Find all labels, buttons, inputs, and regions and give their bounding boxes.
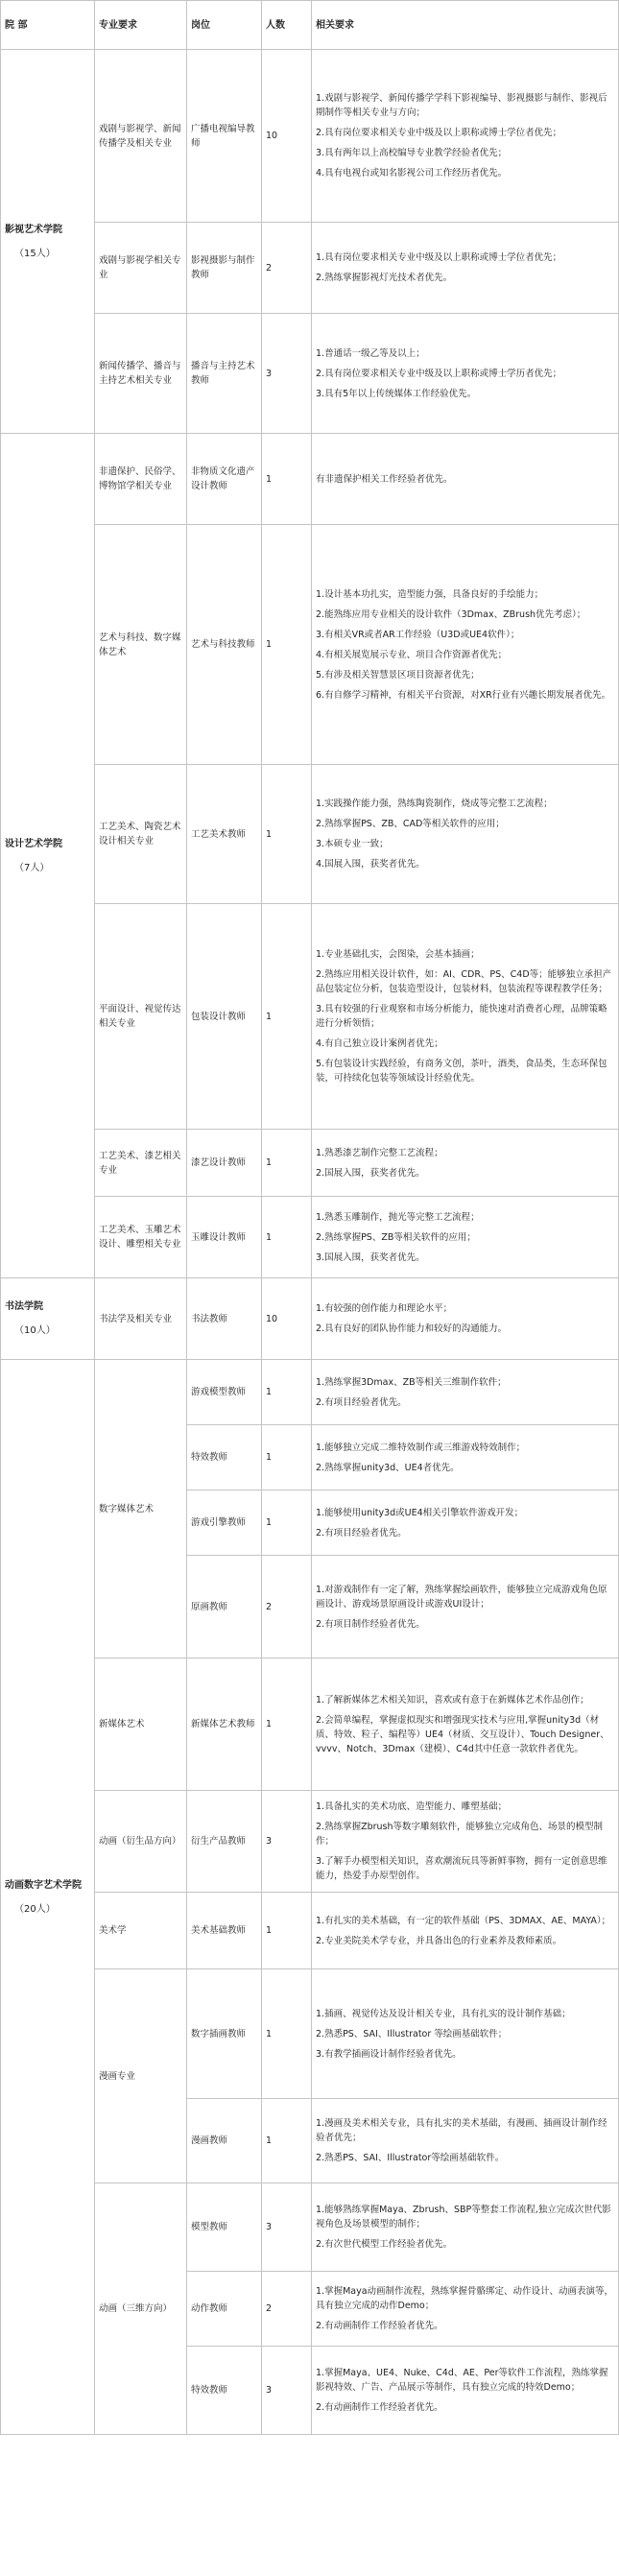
- requirement-item: 1.掌握Maya动画制作流程，熟练掌握骨骼绑定、动作设计、动画表演等，具有独立完成的动作Demo；: [316, 2286, 614, 2311]
- requirement-item: 3.具有两年以上高校编导专业教学经验者优先；: [316, 148, 508, 158]
- major-cell: 书法学及相关专业: [95, 1278, 187, 1360]
- major-cell: 新媒体艺术: [95, 1658, 187, 1791]
- count-cell: 2: [262, 223, 312, 314]
- count-cell: 1: [262, 2099, 312, 2183]
- requirement-item: 2.熟悉PS、SAI、Illustrator等绘画基础软件。: [316, 2153, 505, 2163]
- requirements-cell: [312, 1425, 619, 1491]
- major-cell: 工艺美术、漆艺相关专业: [95, 1130, 187, 1197]
- position-cell: 游戏引擎教师: [187, 1491, 262, 1556]
- requirement-item: 2.具有岗位要求相关专业中级及以上职称或博士学历者优先；: [316, 368, 562, 379]
- requirement-item: 3.了解手办模型相关知识，喜欢潮流玩具等新鲜事物，拥有一定创意思维能力，热爱手办原型创作。: [316, 1856, 607, 1881]
- count-cell: 1: [262, 1130, 312, 1197]
- count-cell: 1: [262, 1658, 312, 1791]
- requirement-item: 2.具有良好的团队协作能力和较好的沟通能力。: [316, 1324, 508, 1334]
- requirement-item: 1.漫画及美术相关专业，具有扎实的美术基础，有漫画、插画设计制作经验者优先；: [316, 2118, 607, 2143]
- department-name: 影视艺术学院: [5, 224, 62, 235]
- count-cell: 3: [262, 2347, 312, 2435]
- requirement-item: 2.有项目制作经验者优先。: [316, 1618, 425, 1630]
- requirement-item: 2.有动画制作工作经验者优先。: [316, 2321, 443, 2331]
- position-cell: 原画教师: [187, 1556, 262, 1658]
- requirements-cell: [312, 50, 619, 223]
- requirements-cell: [312, 525, 619, 765]
- requirement-item: 1.能够使用unity3d或UE4相关引擎软件游戏开发；: [316, 1507, 524, 1518]
- position-cell: 漫画教师: [187, 2099, 262, 2183]
- requirement-item: 1.实践操作能力强，熟练陶瓷制作，烧成等完整工艺流程；: [316, 799, 553, 809]
- requirements-cell: [312, 1360, 619, 1425]
- count-cell: 1: [262, 765, 312, 904]
- count-cell: 3: [262, 2183, 312, 2272]
- requirement-item: 1.具备扎实的美术功底、造型能力、雕塑基础；: [316, 1801, 508, 1812]
- department-name: 设计艺术学院: [5, 838, 62, 849]
- requirement-item: 1.能够独立完成二维特效制作或三维游戏特效制作；: [316, 1442, 526, 1453]
- requirement-item: 2.熟练掌握影视灯光技术者优先。: [316, 273, 453, 283]
- requirement-item: 1.专业基础扎实，会图染，会基本插画；: [316, 949, 480, 960]
- requirements-cell: [312, 1893, 619, 1969]
- major-cell: 非遗保护、民俗学、博物馆学相关专业: [95, 434, 187, 525]
- requirement-item: 3.具有较强的行业观察和市场分析能力，能快速对消费者心理，品牌策略进行分析领悟；: [316, 1004, 607, 1029]
- requirements-cell: [312, 2272, 619, 2347]
- position-cell: 包装设计教师: [187, 904, 262, 1130]
- department-count: （15人）: [14, 248, 56, 259]
- major-cell: 数字媒体艺术: [95, 1360, 187, 1658]
- requirement-item: 4.国展入围，获奖者优先。: [316, 859, 425, 870]
- requirement-item: 1.有扎实的美术基础，有一定的软件基础（PS、3DMAX、AE、MAYA）；: [316, 1915, 611, 1926]
- major-cell: 漫画专业: [95, 1969, 187, 2183]
- requirements-cell: [312, 1556, 619, 1658]
- count-cell: 3: [262, 1791, 312, 1893]
- major-cell: 工艺美术、陶瓷艺术设计相关专业: [95, 765, 187, 904]
- position-cell: 特效教师: [187, 2347, 262, 2435]
- department-name: 书法学院: [5, 1301, 43, 1312]
- major-cell: 美术学: [95, 1893, 187, 1969]
- count-cell: 1: [262, 1425, 312, 1491]
- department-cell: [1, 434, 95, 1278]
- requirement-item: 2.有动画制作工作经验者优先。: [316, 2402, 443, 2413]
- count-cell: 1: [262, 1491, 312, 1556]
- position-cell: 游戏模型教师: [187, 1360, 262, 1425]
- requirement-item: 3.本硕专业一致；: [316, 839, 389, 849]
- requirement-item: 1.熟练掌握3Dmax、ZB等相关三维制作软件；: [316, 1376, 507, 1388]
- requirement-item: 1.熟悉漆艺制作完整工艺流程；: [316, 1147, 443, 1158]
- requirement-item: 2.国展入围，获奖者优先。: [316, 1167, 425, 1179]
- position-cell: 广播电视编导教师: [187, 50, 262, 223]
- count-cell: 1: [262, 1893, 312, 1969]
- department-name: 动画数字艺术学院: [5, 1879, 82, 1891]
- position-cell: 艺术与科技教师: [187, 525, 262, 765]
- requirement-item: 3.国展入围，获奖者优先。: [316, 1252, 425, 1263]
- table-row: [1, 1278, 619, 1360]
- requirements-cell: [312, 1658, 619, 1791]
- requirement-item: 1.设计基本功扎实，造型能力强，具备良好的手绘能力；: [316, 588, 544, 600]
- table-row: [1, 1360, 619, 1425]
- requirement-item: 1.插画、视觉传达及设计相关专业，具有扎实的设计制作基础；: [316, 2008, 571, 2019]
- count-cell: 2: [262, 1556, 312, 1658]
- requirements-cell: [312, 1197, 619, 1278]
- requirement-item: 1.戏剧与影视学、新闻传播学学科下影视编导、影视摄影与制作、影视后期制作等相关专业与方向；: [316, 93, 607, 118]
- major-cell: 戏剧与影视学、新闻传播学及相关专业: [95, 50, 187, 223]
- department-cell: [1, 1360, 95, 2435]
- count-cell: 1: [262, 1360, 312, 1425]
- requirement-item: 5.有包装设计实践经验，有商务文创，茶叶，酒类，食品类，生态环保包装，可持续化包装等领域设计经验优先。: [316, 1059, 607, 1084]
- requirements-cell: [312, 1969, 619, 2099]
- major-cell: 工艺美术、玉雕艺术设计、雕塑相关专业: [95, 1197, 187, 1278]
- requirement-item: 1.具有岗位要求相关专业中级及以上职称或博士学位者优先；: [316, 252, 562, 263]
- department-count: （7人）: [14, 862, 50, 873]
- position-cell: 播音与主持艺术教师: [187, 314, 262, 434]
- count-cell: 10: [262, 1278, 312, 1360]
- requirements-cell: [312, 1791, 619, 1893]
- requirements-cell: [312, 223, 619, 314]
- requirement-item: 3.有教学插画设计制作经验者优先。: [316, 2048, 462, 2060]
- requirements-cell: [312, 2099, 619, 2183]
- requirements-cell: [312, 2183, 619, 2272]
- position-cell: 非物质文化遗产设计教师: [187, 434, 262, 525]
- department-count: （20人）: [14, 1903, 56, 1915]
- position-cell: 模型教师: [187, 2183, 262, 2272]
- requirement-item: 4.具有电视台或知名影视公司工作经历者优先。: [316, 168, 508, 179]
- position-cell: 书法教师: [187, 1278, 262, 1360]
- count-cell: 1: [262, 1969, 312, 2099]
- requirement-item: 1.有较强的创作能力和理论水平；: [316, 1303, 453, 1314]
- position-cell: 特效教师: [187, 1425, 262, 1491]
- major-cell: 动画（衍生品方向）: [95, 1791, 187, 1893]
- requirement-item: 1.了解新媒体艺术相关知识，喜欢或有意于在新媒体艺术作品创作；: [316, 1694, 589, 1705]
- requirement-item: 4.有自己独立设计案例者优先；: [316, 1038, 443, 1049]
- count-cell: 1: [262, 434, 312, 525]
- table-row: [1, 50, 619, 223]
- requirement-item: 1.能够熟练掌握Maya、Zbrush、SBP等整套工作流程,独立完成次世代影视角色及场景模型的制作；: [316, 2205, 611, 2230]
- requirement-item: 4.有相关展览展示专业、项目合作资源者优先；: [316, 649, 508, 660]
- requirements-cell: [312, 765, 619, 904]
- count-cell: 1: [262, 904, 312, 1130]
- requirements-cell: [312, 434, 619, 525]
- department-cell: [1, 1278, 95, 1360]
- header-major: 专业要求: [95, 1, 187, 50]
- table-body: [1, 50, 619, 2435]
- requirement-item: 2.熟练掌握PS、ZB等相关软件的应用；: [316, 1231, 476, 1243]
- requirement-item: 2.有项目经验者优先。: [316, 1396, 407, 1408]
- header-count: 人数: [262, 1, 312, 50]
- requirements-cell: [312, 2347, 619, 2435]
- header-row: [1, 1, 619, 50]
- major-cell: 戏剧与影视学相关专业: [95, 223, 187, 314]
- requirements-cell: [312, 1130, 619, 1197]
- major-cell: 新闻传播学、播音与主持艺术相关专业: [95, 314, 187, 434]
- header-dept: 院 部: [1, 1, 95, 50]
- requirement-item: 1.对游戏制作有一定了解，熟练掌握绘画软件，能够独立完成游戏角色原画设计、游戏场景原画设计或游戏UI设计；: [316, 1584, 607, 1610]
- requirement-item: 1.普通话一级乙等及以上；: [316, 347, 425, 359]
- requirement-item: 2.熟练应用相关设计软件，如：AI、CDR、PS、C4D等；能够独立承担产品包装定位分析，包装造型设计，包装材料，包装流程等课程教学任务；: [316, 969, 612, 994]
- count-cell: 3: [262, 314, 312, 434]
- position-cell: 衍生产品教师: [187, 1791, 262, 1893]
- requirements-cell: [312, 1491, 619, 1556]
- requirements-cell: [312, 904, 619, 1130]
- position-cell: 影视摄影与制作教师: [187, 223, 262, 314]
- position-cell: 工艺美术教师: [187, 765, 262, 904]
- position-cell: 玉雕设计教师: [187, 1197, 262, 1278]
- requirement-item: 1.熟悉玉雕制作，抛光等完整工艺流程；: [316, 1211, 480, 1223]
- requirement-item: 6.有自修学习精神，有相关平台资源，对XR行业有兴趣长期发展者优先。: [316, 689, 611, 701]
- requirement-item: 2.熟练掌握PS、ZB、CAD等相关软件的应用；: [316, 819, 505, 829]
- count-cell: 10: [262, 50, 312, 223]
- department-cell: [1, 50, 95, 434]
- count-cell: 1: [262, 525, 312, 765]
- requirement-item: 3.有相关VR或者AR工作经验（U3D或UE4软件）；: [316, 629, 520, 640]
- position-cell: 美术基础教师: [187, 1893, 262, 1969]
- requirements-cell: [312, 314, 619, 434]
- requirement-item: 2.专业美院美术学专业，并具备出色的行业素养及教师素质。: [316, 1935, 562, 1946]
- requirement-item: 1.掌握Maya、UE4、Nuke、C4d、AE、Per等软件工作流程，熟练掌握影视特效、广告、产品展示等制作，具有独立完成的特效Demo；: [316, 2368, 608, 2393]
- requirement-item: 2.能熟练应用专业相关的设计软件（3Dmax、ZBrush优先考虑）；: [316, 608, 586, 620]
- requirements-cell: [312, 1278, 619, 1360]
- position-cell: 新媒体艺术教师: [187, 1658, 262, 1791]
- count-cell: 2: [262, 2272, 312, 2347]
- header-position: 岗位: [187, 1, 262, 50]
- department-count: （10人）: [14, 1325, 56, 1336]
- position-cell: 动作教师: [187, 2272, 262, 2347]
- count-cell: 1: [262, 1197, 312, 1278]
- requirement-item: 2.有项目经验者优先。: [316, 1527, 407, 1538]
- table-row: [1, 434, 619, 525]
- requirement-item: 有非遗保护相关工作经验者优先。: [316, 473, 453, 485]
- requirement-item: 2.熟悉PS、SAI、Illustrator 等绘画基础软件；: [316, 2028, 508, 2039]
- requirement-item: 2.熟练掌握unity3d、UE4者优先。: [316, 1462, 460, 1473]
- requirement-item: 3.具有5年以上传统媒体工作经验优先。: [316, 388, 477, 399]
- requirement-item: 5.有涉及相关智慧景区项目资源者优先；: [316, 669, 480, 680]
- requirement-item: 2.有次世代模型工作经验者优先。: [316, 2239, 453, 2250]
- requirement-item: 2.具有岗位要求相关专业中级及以上职称或博士学位者优先；: [316, 128, 562, 138]
- major-cell: 平面设计、视觉传达相关专业: [95, 904, 187, 1130]
- header-requirements: 相关要求: [312, 1, 619, 50]
- position-cell: 漆艺设计教师: [187, 1130, 262, 1197]
- major-cell: 艺术与科技、数字媒体艺术: [95, 525, 187, 765]
- position-cell: 数字插画教师: [187, 1969, 262, 2099]
- major-cell: 动画（三维方向）: [95, 2183, 187, 2435]
- requirement-item: 2.会简单编程，掌握虚拟现实和增强现实技术与应用,掌握unity3d（材质、特效、粒子、编程等）UE4（材质、交互设计）、Touch Designer、vvvv、Notch、3Dmax（建模）、C4d其中任意一款软件者优先。: [316, 1714, 609, 1754]
- requirement-item: 2.熟练掌握Zbrush等数字雕刻软件，能够独立完成角色、场景的模型制作；: [316, 1822, 604, 1847]
